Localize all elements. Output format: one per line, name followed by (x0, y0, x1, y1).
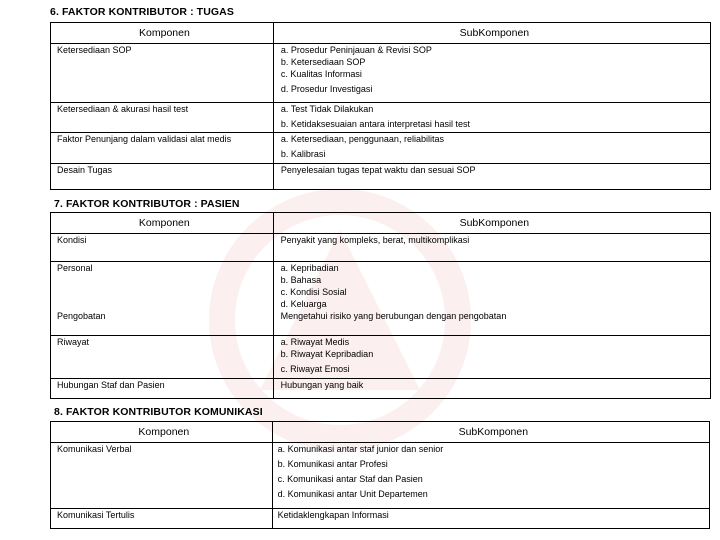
subkomponen-item: a. Kepribadian (280, 263, 339, 273)
subkomponen-item: a. Komunikasi antar staf junior dan senior (277, 444, 444, 454)
komponen-label: Ketersediaan & akurasi hasil test (57, 104, 189, 114)
subkomponen-item: a. Riwayat Medis (280, 337, 350, 347)
subkomponen-cell (273, 379, 710, 399)
table-tugas (50, 22, 711, 190)
komponen-cell (51, 103, 274, 133)
komponen-label: Komunikasi Tertulis (57, 510, 135, 520)
table-header-row (51, 23, 711, 44)
subkomponen-item: c. Kualitas Informasi (280, 69, 362, 79)
subkomponen-item: c. Riwayat Emosi (280, 364, 350, 374)
komponen-cell (51, 44, 274, 103)
subkomponen-item: c. Komunikasi antar Staf dan Pasien (277, 474, 423, 484)
komponen-cell (51, 443, 273, 509)
subkomponen-item: b. Ketersediaan SOP (280, 57, 366, 67)
komponen-label: Personal (57, 263, 93, 273)
komponen-label: Kondisi (57, 235, 87, 245)
subkomponen-cell (273, 103, 710, 133)
table-komunikasi (50, 421, 710, 529)
subkomponen-item: b. Bahasa (280, 275, 322, 285)
subkomponen-item: Penyakit yang kompleks, berat, multikomplikasi (280, 235, 470, 245)
subkomponen-item: a. Prosedur Peninjauan & Revisi SOP (280, 45, 432, 55)
komponen-label: Riwayat (57, 337, 90, 347)
komponen-cell (51, 509, 273, 529)
subkomponen-item: b. Komunikasi antar Profesi (277, 459, 388, 469)
table-row (51, 133, 711, 164)
komponen-cell (51, 133, 274, 164)
subkomponen-item: Ketidaklengkapan Informasi (277, 510, 389, 520)
subkomponen-cell (273, 336, 710, 379)
section-8-title: 8. FAKTOR KONTRIBUTOR KOMUNIKASI (54, 406, 263, 418)
header-subkomponen: SubKomponen (272, 422, 709, 443)
table-header-row (51, 213, 711, 234)
table-row (51, 379, 711, 399)
subkomponen-item: d. Prosedur Investigasi (280, 84, 373, 94)
header-komponen: Komponen (51, 23, 274, 44)
komponen-label: Hubungan Staf dan Pasien (57, 380, 165, 390)
table-row (51, 103, 711, 133)
subkomponen-item: d. Komunikasi antar Unit Departemen (277, 489, 428, 499)
table-row (51, 234, 711, 262)
subkomponen-item: d. Keluarga (280, 299, 327, 309)
subkomponen-cell (273, 133, 710, 164)
komponen-label: Pengobatan (57, 311, 106, 321)
komponen-label: Faktor Penunjang dalam validasi alat medis (57, 134, 232, 144)
table-pasien (50, 212, 711, 399)
komponen-label: Desain Tugas (57, 165, 113, 175)
subkomponen-cell (273, 164, 710, 190)
header-komponen: Komponen (51, 422, 273, 443)
table-row (51, 262, 711, 336)
komponen-cell (51, 379, 274, 399)
subkomponen-item: Penyelesaian tugas tepat waktu dan sesuai SOP (280, 165, 476, 175)
subkomponen-cell (273, 262, 710, 336)
subkomponen-item: Hubungan yang baik (280, 380, 364, 390)
subkomponen-item: a. Ketersediaan, penggunaan, reliabilitas (280, 134, 444, 144)
table-row (51, 443, 710, 509)
komponen-cell (51, 262, 274, 336)
header-subkomponen: SubKomponen (273, 23, 710, 44)
subkomponen-item: c. Kondisi Sosial (280, 287, 347, 297)
komponen-label: Ketersediaan SOP (57, 45, 132, 55)
komponen-cell (51, 234, 274, 262)
subkomponen-cell (272, 509, 709, 529)
subkomponen-item: a. Test Tidak Dilakukan (280, 104, 374, 114)
table-row (51, 336, 711, 379)
header-subkomponen: SubKomponen (273, 213, 710, 234)
komponen-label: Komunikasi Verbal (57, 444, 132, 454)
section-6-title: 6. FAKTOR KONTRIBUTOR : TUGAS (50, 6, 234, 18)
section-7-title: 7. FAKTOR KONTRIBUTOR : PASIEN (54, 198, 240, 210)
subkomponen-item: b. Riwayat Kepribadian (280, 349, 374, 359)
subkomponen-item: b. Kalibrasi (280, 149, 326, 159)
subkomponen-cell (272, 443, 709, 509)
subkomponen-cell (273, 44, 710, 103)
table-row (51, 44, 711, 103)
table-header-row (51, 422, 710, 443)
subkomponen-item: Mengetahui risiko yang berubungan dengan pengobatan (280, 311, 507, 321)
subkomponen-cell (273, 234, 710, 262)
komponen-cell (51, 336, 274, 379)
table-row (51, 164, 711, 190)
table-row (51, 509, 710, 529)
komponen-cell (51, 164, 274, 190)
header-komponen: Komponen (51, 213, 274, 234)
subkomponen-item: b. Ketidaksesuaian antara interpretasi hasil test (280, 119, 470, 129)
